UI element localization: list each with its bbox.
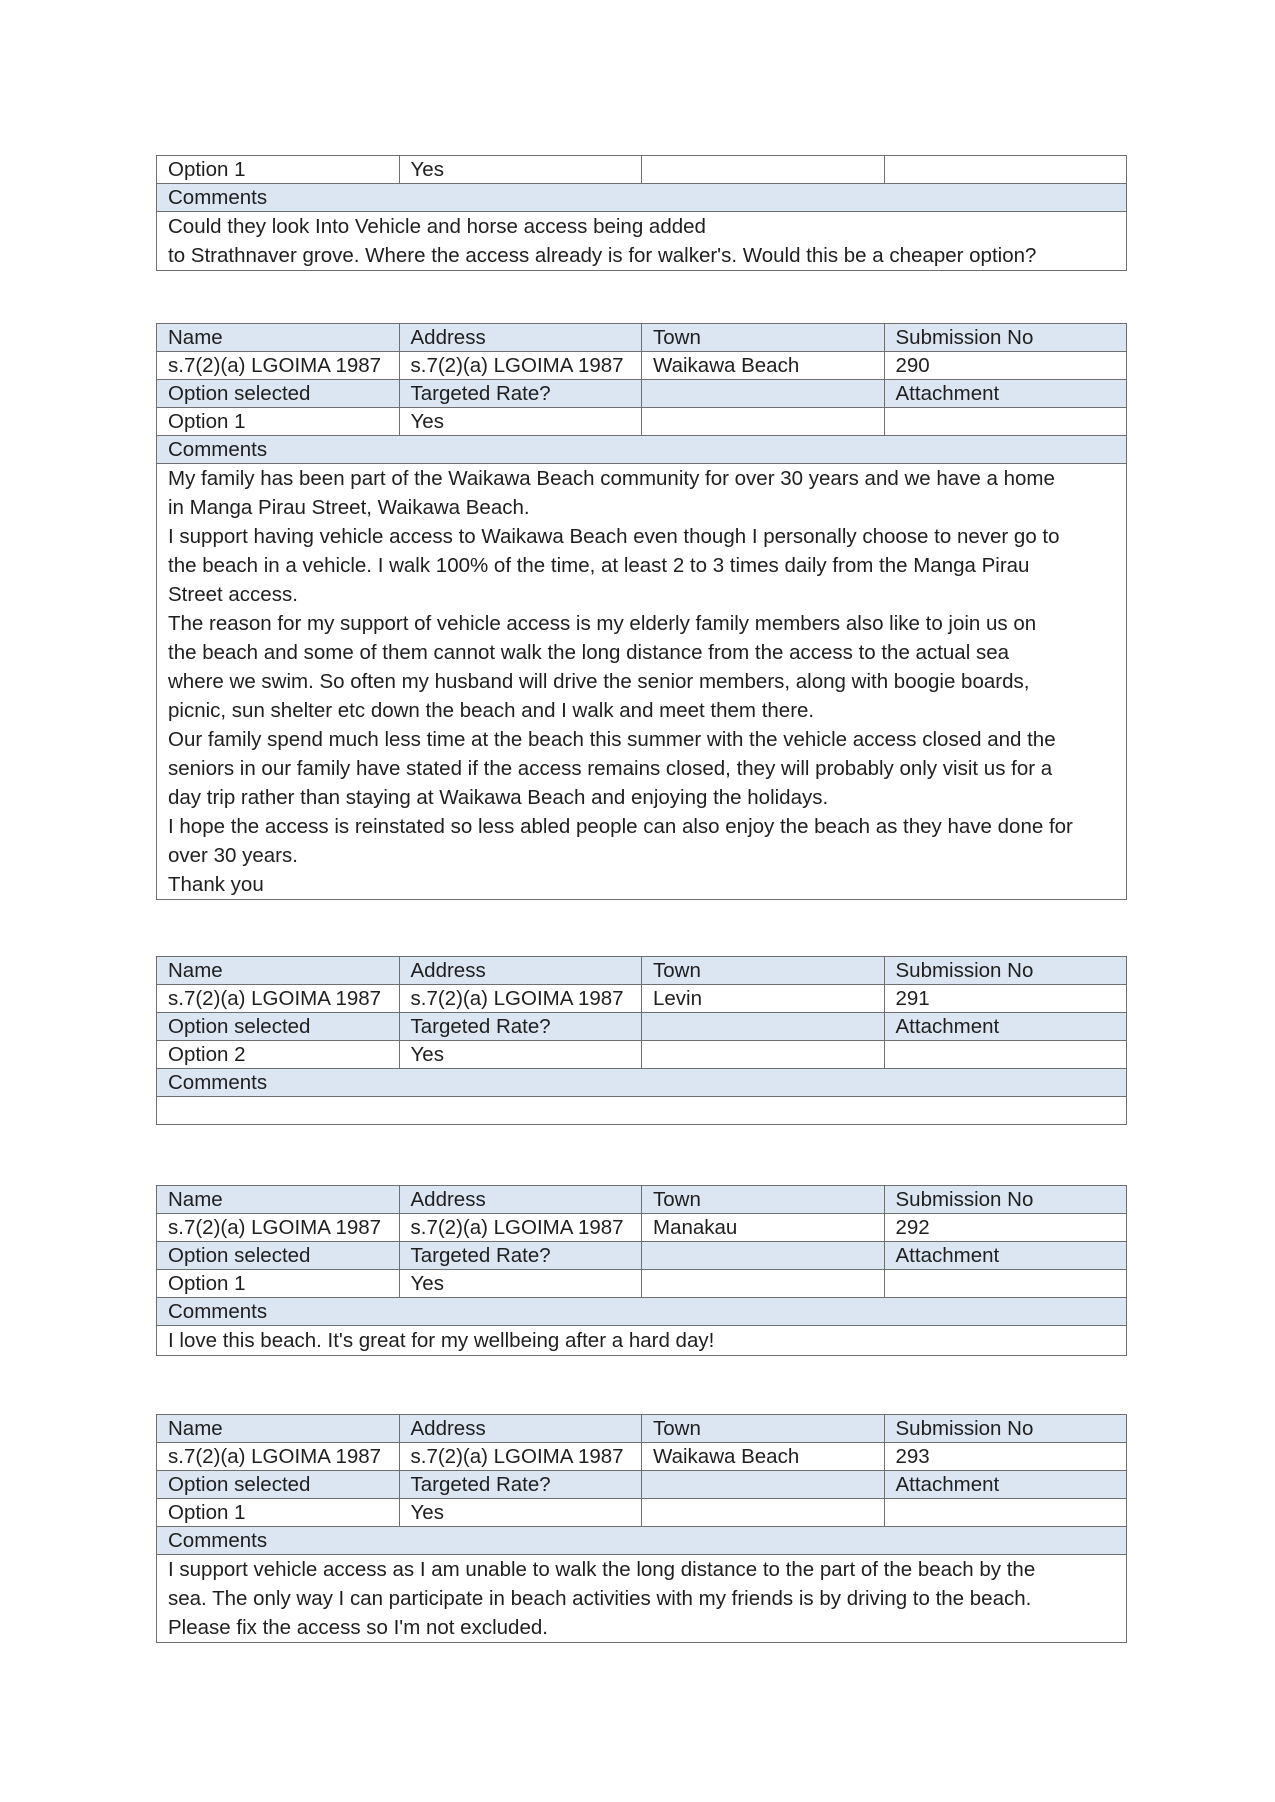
option-header-row	[157, 380, 1127, 408]
name-label: Name	[157, 1415, 400, 1443]
comment-line: seniors in our family have stated if the access remains closed, they will probably only visit us for a	[168, 757, 1053, 780]
targeted-rate-value: Yes	[399, 1499, 642, 1527]
comment-line: where we swim. So often my husband will drive the senior members, along with boogie boards,	[168, 670, 1030, 693]
comment-line: The reason for my support of vehicle access is my elderly family members also like to join us on	[168, 612, 1037, 635]
comment-line: I support vehicle access as I am unable to walk the long distance to the part of the beach by the	[168, 1558, 1036, 1581]
attachment-label: Attachment	[884, 1013, 1127, 1041]
comment-line: Could they look Into Vehicle and horse access being added	[168, 215, 706, 238]
comment-line: to Strathnaver grove. Where the access already is for walker's. Would this be a cheaper option?	[168, 244, 1037, 267]
town-value: Waikawa Beach	[642, 352, 885, 380]
option-value: Option 1	[157, 408, 400, 436]
comment-line: the beach and some of them cannot walk the long distance from the access to the actual sea	[168, 641, 1010, 664]
header-row	[157, 324, 1127, 352]
comment-line: I support having vehicle access to Waikawa Beach even though I personally choose to never go to	[168, 525, 1060, 548]
town-value: Manakau	[642, 1214, 885, 1242]
targeted-rate-label: Targeted Rate?	[399, 380, 642, 408]
option-value: Option 1	[157, 1270, 400, 1298]
comment-line: My family has been part of the Waikawa Beach community for over 30 years and we have a home	[168, 467, 1055, 490]
submission-no-value: 290	[884, 352, 1127, 380]
comments-header-row	[157, 1527, 1127, 1555]
empty-cell	[642, 380, 885, 408]
comments-row	[157, 464, 1127, 900]
comment-line: Thank you	[168, 873, 264, 896]
name-value: s.7(2)(a) LGOIMA 1987	[157, 1443, 400, 1471]
details-row	[157, 985, 1127, 1013]
submission-no-label: Submission No	[884, 324, 1127, 352]
town-value: Waikawa Beach	[642, 1443, 885, 1471]
comment-line: I hope the access is reinstated so less abled people can also enjoy the beach as they have done for	[168, 815, 1073, 838]
submission-no-label: Submission No	[884, 957, 1127, 985]
comment-text	[157, 212, 1127, 271]
submission-no-label: Submission No	[884, 1186, 1127, 1214]
option-selected-label: Option selected	[157, 1242, 400, 1270]
option-value: Option 1	[157, 1499, 400, 1527]
town-label: Town	[642, 1186, 885, 1214]
comment-line: Street access.	[168, 583, 298, 606]
comments-label: Comments	[157, 1298, 1127, 1326]
attachment-label: Attachment	[884, 1471, 1127, 1499]
address-value: s.7(2)(a) LGOIMA 1987	[399, 985, 642, 1013]
comment-line: Please fix the access so I'm not excluded.	[168, 1616, 548, 1639]
comments-label: Comments	[157, 436, 1127, 464]
targeted-rate-value: Yes	[399, 156, 642, 184]
comment-text	[157, 1097, 1127, 1125]
address-value: s.7(2)(a) LGOIMA 1987	[399, 1443, 642, 1471]
header-row	[157, 957, 1127, 985]
empty-cell	[642, 1041, 885, 1069]
attachment-value	[884, 1499, 1127, 1527]
header-row	[157, 1186, 1127, 1214]
comment-line: sea. The only way I can participate in beach activities with my friends is by driving to the beach.	[168, 1587, 1032, 1610]
comment-line: in Manga Pirau Street, Waikawa Beach.	[168, 496, 530, 519]
option-row	[157, 1499, 1127, 1527]
option-header-row	[157, 1242, 1127, 1270]
comments-label: Comments	[157, 184, 1127, 212]
comments-header-row	[157, 1069, 1127, 1097]
option-selected-label: Option selected	[157, 1471, 400, 1499]
name-value: s.7(2)(a) LGOIMA 1987	[157, 1214, 400, 1242]
address-label: Address	[399, 1415, 642, 1443]
submission-table-293	[156, 1414, 1127, 1643]
submission-table-290	[156, 323, 1127, 900]
submission-no-value: 291	[884, 985, 1127, 1013]
empty-cell	[642, 1013, 885, 1041]
empty-cell	[642, 1270, 885, 1298]
comment-line: picnic, sun shelter etc down the beach and I walk and meet them there.	[168, 699, 815, 722]
comments-label: Comments	[157, 1527, 1127, 1555]
comments-row	[157, 1326, 1127, 1356]
targeted-rate-label: Targeted Rate?	[399, 1242, 642, 1270]
header-row	[157, 1415, 1127, 1443]
town-value: Levin	[642, 985, 885, 1013]
comment-text	[157, 1326, 1127, 1356]
comment-line: over 30 years.	[168, 844, 298, 867]
empty-cell	[642, 1242, 885, 1270]
option-header-row	[157, 1471, 1127, 1499]
comments-row	[157, 1097, 1127, 1125]
option-row	[157, 156, 1127, 184]
details-row	[157, 1443, 1127, 1471]
targeted-rate-label: Targeted Rate?	[399, 1471, 642, 1499]
address-label: Address	[399, 324, 642, 352]
attachment-label: Attachment	[884, 380, 1127, 408]
comment-line: Our family spend much less time at the beach this summer with the vehicle access closed and the	[168, 728, 1056, 751]
submission-table-292	[156, 1185, 1127, 1356]
comment-line: the beach in a vehicle. I walk 100% of the time, at least 2 to 3 times daily from the Manga Pirau	[168, 554, 1030, 577]
town-label: Town	[642, 324, 885, 352]
comment-text	[157, 1555, 1127, 1643]
submission-table-291	[156, 956, 1127, 1125]
comments-row	[157, 1555, 1127, 1643]
option-value: Option 2	[157, 1041, 400, 1069]
submission-no-value: 292	[884, 1214, 1127, 1242]
address-label: Address	[399, 1186, 642, 1214]
town-label: Town	[642, 1415, 885, 1443]
attachment-value	[884, 408, 1127, 436]
comments-header-row	[157, 184, 1127, 212]
address-label: Address	[399, 957, 642, 985]
attachment-value	[884, 1041, 1127, 1069]
option-selected-label: Option selected	[157, 380, 400, 408]
option-header-row	[157, 1013, 1127, 1041]
option-value: Option 1	[157, 156, 400, 184]
name-value: s.7(2)(a) LGOIMA 1987	[157, 985, 400, 1013]
comment-line: I love this beach. It's great for my wellbeing after a hard day!	[168, 1329, 715, 1352]
name-label: Name	[157, 957, 400, 985]
option-selected-label: Option selected	[157, 1013, 400, 1041]
attachment-label: Attachment	[884, 1242, 1127, 1270]
option-row	[157, 1270, 1127, 1298]
comments-row	[157, 212, 1127, 271]
targeted-rate-value: Yes	[399, 1041, 642, 1069]
attachment-value	[884, 1270, 1127, 1298]
name-label: Name	[157, 1186, 400, 1214]
option-row	[157, 1041, 1127, 1069]
name-value: s.7(2)(a) LGOIMA 1987	[157, 352, 400, 380]
targeted-rate-value: Yes	[399, 1270, 642, 1298]
name-label: Name	[157, 324, 400, 352]
comments-header-row	[157, 436, 1127, 464]
submission-table-partial	[156, 155, 1127, 271]
targeted-rate-label: Targeted Rate?	[399, 1013, 642, 1041]
town-label: Town	[642, 957, 885, 985]
details-row	[157, 352, 1127, 380]
comment-text	[157, 464, 1127, 900]
details-row	[157, 1214, 1127, 1242]
targeted-rate-value: Yes	[399, 408, 642, 436]
attachment-value	[884, 156, 1127, 184]
empty-cell	[642, 1471, 885, 1499]
address-value: s.7(2)(a) LGOIMA 1987	[399, 1214, 642, 1242]
submission-no-label: Submission No	[884, 1415, 1127, 1443]
comments-label: Comments	[157, 1069, 1127, 1097]
option-row	[157, 408, 1127, 436]
empty-cell	[642, 1499, 885, 1527]
empty-cell	[642, 408, 885, 436]
empty-cell	[642, 156, 885, 184]
submission-no-value: 293	[884, 1443, 1127, 1471]
comments-header-row	[157, 1298, 1127, 1326]
comment-line: day trip rather than staying at Waikawa Beach and enjoying the holidays.	[168, 786, 829, 809]
address-value: s.7(2)(a) LGOIMA 1987	[399, 352, 642, 380]
